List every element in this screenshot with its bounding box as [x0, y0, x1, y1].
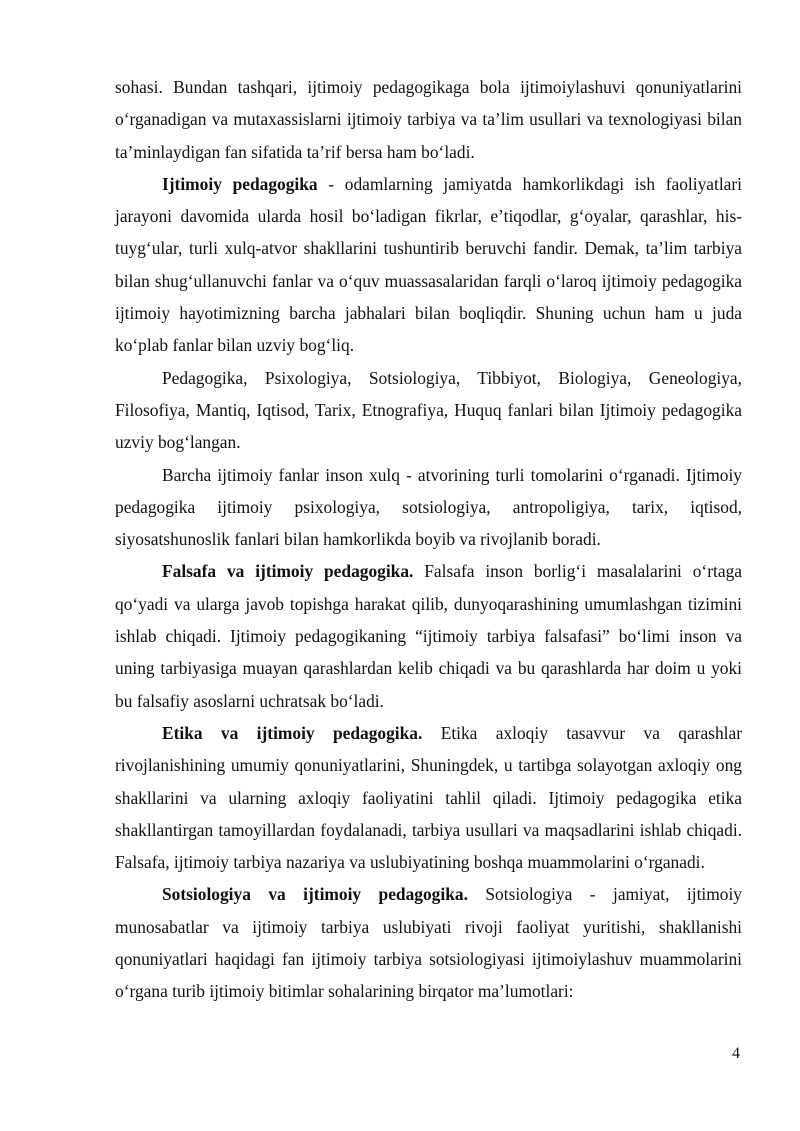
paragraph-text: Sotsiologiya - jamiyat, ijtimoiy munosabatlar va ijtimoiy tarbiya uslubiyati rivoji faoliyat yuritishi, shakllanishi qonuniyatlari haqidagi fan ijtimoiy tarbiya sotsiologiyasi ijtimoiylashuv muammolarini o‘rgana turib ijtimoiy bitimlar sohalarining birqator ma’lumotlari: [115, 884, 742, 1002]
paragraph-related-sciences [115, 362, 742, 459]
document-page [115, 71, 742, 1008]
paragraph-heading: Ijtimoiy pedagogika [162, 173, 318, 194]
paragraph-text: Etika axloqiy tasavvur va qarashlar rivojlanishining umumiy qonuniyatlarini, Shuningdek, u tartibga solayotgan axloqiy ong shakllarini va ularning axloqiy faoliyatini tahlil qiladi. Ijtimoiy pedagogika etika shakllantirgan tamoyillardan foydalanadi, tarbiya usullari va maqsadlarini ishlab chiqadi. Falsafa, ijtimoiy tarbiya nazariya va uslubiyatining boshqa muammolarini o‘rganadi. [115, 722, 742, 873]
paragraph-text: Pedagogika, Psixologiya, Sotsiologiya, Tibbiyot, Biologiya, Geneologiya, Filosofiya, Mantiq, Iqtisod, Tarix, Etnografiya, Huquq fanlari bilan Ijtimoiy pedagogika uzviy bog‘langan. [115, 367, 742, 453]
paragraph-text: sohasi. Bundan tashqari, ijtimoiy pedagogikaga bola ijtimoiylashuvi qonuniyatlarini o‘rganadigan va mutaxassislarni ijtimoiy tarbiya va ta’lim usullari va texnologiyasi bilan ta’minlaydigan fan sifatida ta’rif bersa ham bo‘ladi. [115, 77, 742, 162]
paragraph-social-sciences [115, 459, 742, 556]
paragraph-heading: Etika va ijtimoiy pedagogika. [162, 722, 423, 743]
paragraph-text: Barcha ijtimoiy fanlar inson xulq - atvorining turli tomolarini o‘rganadi. Ijtimoiy pedagogika ijtimoiy psixologiya, sotsiologiya, antropoligiya, tarix, iqtisod, siyosatshunoslik fanlari bilan hamkorlikda boyib va rivojlanib boradi. [115, 464, 742, 550]
paragraph-text: - odamlarning jamiyatda hamkorlikdagi ish faoliyatlari jarayoni davomida ularda hosil bo‘ladigan fikrlar, e’tiqodlar, g‘oyalar, qarashlar, his-tuyg‘ular, turli xulq-atvor shakllarini tushuntirib beruvchi fandir. Demak, ta’lim tarbiya bilan shug‘ullanuvchi fanlar va o‘quv muassasalaridan farqli o‘laroq ijtimoiy pedagogika ijtimoiy hayotimizning barcha jabhalari bilan boqliqdir. Shuning uchun ham u juda ko‘plab fanlar bilan uzviy bog‘liq. [115, 173, 742, 356]
paragraph-heading: Falsafa va ijtimoiy pedagogika. [162, 561, 414, 582]
paragraph-philosophy [115, 555, 742, 716]
paragraph-continuation [115, 71, 742, 168]
page-number: 4 [732, 1045, 740, 1062]
paragraph-heading: Sotsiologiya va ijtimoiy pedagogika. [162, 884, 468, 905]
paragraph-text: Falsafa inson borlig‘i masalalarini o‘rtaga qo‘yadi va ularga javob topishga harakat qilib, dunyoqarashining umumlashgan tizimini ishlab chiqadi. Ijtimoiy pedagogikaning “ijtimoiy tarbiya falsafasi” bo‘limi inson va uning tarbiyasiga muayan qarashlardan kelib chiqadi va bu qarashlarda har doim u yoki bu falsafiy asoslarni uchratsak bo‘ladi. [115, 561, 742, 711]
paragraph-ethics [115, 717, 742, 878]
paragraph-sociology [115, 878, 742, 1007]
paragraph-social-pedagogy-definition [115, 168, 742, 362]
